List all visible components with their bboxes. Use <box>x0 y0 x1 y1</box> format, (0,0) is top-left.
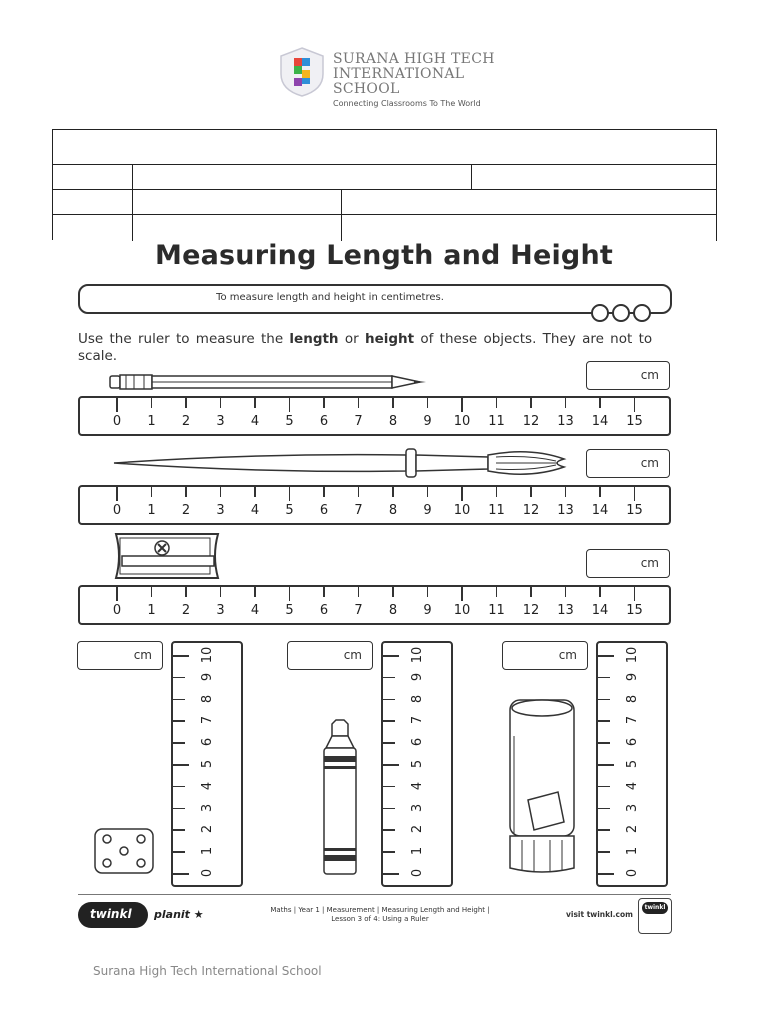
ruler-tick <box>323 398 325 408</box>
ruler-tick-label: 4 <box>250 603 260 618</box>
ruler-tick-label: 15 <box>626 503 643 518</box>
ruler-tick <box>220 487 222 497</box>
ruler-tick-label: 4 <box>200 781 215 790</box>
ruler-tick-label: 10 <box>625 646 640 664</box>
ruler-tick <box>185 398 187 408</box>
ruler-tick <box>323 487 325 497</box>
paintbrush-icon <box>110 445 570 481</box>
dice-icon <box>93 827 155 875</box>
sharpener-icon <box>114 532 220 580</box>
ruler-tick-label: 3 <box>216 503 225 518</box>
ruler-tick-label: 13 <box>557 603 574 618</box>
ruler-tick <box>220 398 222 408</box>
ruler-tick <box>392 487 394 497</box>
ruler-tick-label: 14 <box>591 503 609 518</box>
ruler-tick-label: 8 <box>625 694 640 703</box>
ruler-tick <box>173 699 185 701</box>
ruler-tick <box>427 398 429 408</box>
link-circles-icon <box>588 303 658 323</box>
ruler-tick-label: 2 <box>181 503 191 518</box>
objective-text: To measure length and height in centimetres. <box>216 292 444 303</box>
ruler-tick <box>173 873 189 875</box>
ruler-tick-label: 11 <box>488 414 505 429</box>
ruler-tick-label: 1 <box>147 414 156 429</box>
ruler-tick-label: 8 <box>410 694 425 703</box>
ruler-tick-label: 5 <box>285 503 294 518</box>
ruler-tick-label: 15 <box>626 414 643 429</box>
document-footer: Surana High Tech International School <box>93 964 322 978</box>
visit-link[interactable]: visit twinkl.com <box>566 910 633 919</box>
ruler-tick-label: 7 <box>354 603 363 618</box>
ruler-tick-label: 7 <box>354 503 363 518</box>
ruler-tick <box>289 587 291 601</box>
ruler-tick-label: 5 <box>625 759 640 769</box>
ruler-tick <box>383 655 399 657</box>
ruler-tick <box>634 398 636 412</box>
ruler-tick-label: 0 <box>112 503 122 518</box>
ruler-tick <box>598 764 614 766</box>
vertical-ruler-ticks-3 <box>596 641 668 887</box>
ruler-tick <box>530 487 532 497</box>
ruler-tick-label: 3 <box>216 414 225 429</box>
ruler-tick-label: 1 <box>410 847 425 856</box>
ruler-tick-label: 2 <box>410 825 425 834</box>
ruler-tick <box>254 398 256 408</box>
ruler-tick-label: 5 <box>200 759 215 769</box>
ruler-tick <box>598 699 610 701</box>
ruler-tick <box>598 808 610 810</box>
ruler-tick <box>383 851 395 853</box>
footer-lesson-info: Maths | Year 1 | Measurement | Measuring Length and Height | Lesson 3 of 4: Using a Ruler <box>270 906 490 923</box>
ruler-tick-label: 8 <box>388 603 398 618</box>
ruler-tick-label: 0 <box>200 868 215 878</box>
ruler-tick-label: 12 <box>522 503 540 518</box>
ruler-tick-label: 12 <box>522 603 540 618</box>
pencil-answer-box[interactable]: cm <box>586 361 670 390</box>
sharpener-answer-box[interactable]: cm <box>586 549 670 578</box>
ruler-tick-label: 10 <box>453 503 471 518</box>
ruler-tick <box>383 677 395 679</box>
ruler-tick <box>461 398 463 412</box>
ruler-tick <box>173 655 189 657</box>
ruler-tick <box>173 764 189 766</box>
ruler-tick <box>427 587 429 597</box>
ruler-tick <box>598 873 614 875</box>
ruler-tick <box>565 487 567 497</box>
ruler-tick <box>599 487 601 497</box>
ruler-tick-label: 10 <box>453 414 471 429</box>
ruler-tick <box>599 587 601 597</box>
ruler-tick <box>461 587 463 601</box>
ruler-tick-label: 9 <box>200 672 215 681</box>
ruler-tick-label: 14 <box>591 414 609 429</box>
ruler-tick-label: 11 <box>488 603 505 618</box>
ruler-tick-label: 0 <box>625 868 640 878</box>
ruler-tick-label: 0 <box>112 603 122 618</box>
instructions: Use the ruler to measure the length or height of these objects. They are not to scale. <box>78 331 653 364</box>
paintbrush-answer-box[interactable]: cm <box>586 449 670 478</box>
glue-stick-icon <box>504 696 580 876</box>
ruler-tick <box>289 487 291 501</box>
ruler-tick <box>173 829 185 831</box>
ruler-tick-label: 2 <box>181 414 191 429</box>
ruler-tick <box>392 587 394 597</box>
ruler-tick <box>598 655 614 657</box>
ruler-tick <box>173 720 185 722</box>
ruler-tick <box>598 677 610 679</box>
ruler-tick <box>496 487 498 497</box>
ruler-tick <box>392 398 394 408</box>
ruler-tick <box>530 398 532 408</box>
planit-logo: planit ★ <box>154 908 204 921</box>
ruler-tick <box>151 487 153 497</box>
ruler-tick-label: 7 <box>625 716 640 725</box>
ruler-tick-label: 8 <box>388 414 398 429</box>
ruler-tick-label: 1 <box>147 603 156 618</box>
ruler-tick-label: 13 <box>557 414 574 429</box>
ruler-tick <box>116 487 118 501</box>
ruler-tick <box>289 398 291 412</box>
ruler-tick-label: 5 <box>285 414 294 429</box>
ruler-tick <box>530 587 532 597</box>
ruler-tick-label: 15 <box>626 603 643 618</box>
ruler-tick-label: 2 <box>625 825 640 834</box>
ruler-tick-label: 9 <box>410 672 425 681</box>
ruler-tick <box>598 786 610 788</box>
crayon-answer-box[interactable]: cm <box>287 641 373 670</box>
star-icon: ★ <box>193 908 204 921</box>
ruler-ticks-1 <box>78 396 671 436</box>
ruler-tick <box>358 398 360 408</box>
ruler-tick-label: 3 <box>410 803 425 812</box>
ruler-tick <box>323 587 325 597</box>
ruler-tick-label: 10 <box>453 603 471 618</box>
ruler-tick <box>461 487 463 501</box>
ruler-tick-label: 9 <box>625 672 640 681</box>
ruler-tick <box>151 398 153 408</box>
school-logo-icon <box>279 46 325 98</box>
ruler-tick-label: 7 <box>200 716 215 725</box>
ruler-tick <box>634 587 636 601</box>
ruler-tick-label: 8 <box>200 694 215 703</box>
ruler-tick-label: 6 <box>410 738 425 747</box>
ruler-tick <box>173 851 185 853</box>
ruler-tick-label: 3 <box>200 803 215 812</box>
ruler-tick-label: 3 <box>625 803 640 812</box>
ruler-tick <box>358 487 360 497</box>
ruler-tick <box>598 851 610 853</box>
ruler-tick <box>185 587 187 597</box>
quality-badge-icon: twinkl <box>638 898 672 934</box>
pencil-icon <box>108 372 430 392</box>
ruler-tick <box>565 587 567 597</box>
ruler-tick <box>116 587 118 601</box>
ruler-tick-label: 10 <box>410 646 425 664</box>
ruler-tick-label: 1 <box>625 847 640 856</box>
school-name: SURANA HIGH TECH INTERNATIONAL SCHOOL <box>333 51 495 97</box>
ruler-tick-label: 5 <box>410 759 425 769</box>
ruler-tick-label: 10 <box>200 646 215 664</box>
ruler-tick-label: 1 <box>147 503 156 518</box>
ruler-tick-label: 6 <box>319 603 329 618</box>
ruler-ticks-3 <box>78 585 671 625</box>
ruler-tick-label: 1 <box>200 847 215 856</box>
ruler-tick-label: 6 <box>319 503 329 518</box>
ruler-tick-label: 6 <box>200 738 215 747</box>
ruler-tick-label: 9 <box>423 414 432 429</box>
ruler-tick-label: 7 <box>410 716 425 725</box>
twinkl-logo: twinkl <box>78 902 148 928</box>
ruler-tick <box>254 487 256 497</box>
ruler-tick <box>427 487 429 497</box>
ruler-tick <box>383 873 399 875</box>
ruler-tick-label: 6 <box>625 738 640 747</box>
ruler-tick <box>383 829 395 831</box>
ruler-ticks-2 <box>78 485 671 525</box>
glue-stick-answer-box[interactable]: cm <box>502 641 588 670</box>
ruler-tick <box>220 587 222 597</box>
student-info-table <box>52 129 717 241</box>
ruler-tick <box>185 487 187 497</box>
ruler-tick-label: 0 <box>410 868 425 878</box>
ruler-tick-label: 7 <box>354 414 363 429</box>
ruler-tick <box>598 829 610 831</box>
crayon-icon <box>318 718 362 876</box>
ruler-tick-label: 11 <box>488 503 505 518</box>
ruler-tick <box>151 587 153 597</box>
ruler-tick-label: 4 <box>250 414 260 429</box>
dice-answer-box[interactable]: cm <box>77 641 163 670</box>
ruler-tick <box>358 587 360 597</box>
ruler-tick <box>254 587 256 597</box>
ruler-tick-label: 12 <box>522 414 540 429</box>
ruler-tick-label: 0 <box>112 414 122 429</box>
ruler-tick <box>383 742 395 744</box>
ruler-tick-label: 4 <box>625 781 640 790</box>
ruler-tick-label: 13 <box>557 503 574 518</box>
school-tagline: Connecting Classrooms To The World <box>333 99 481 108</box>
ruler-tick <box>565 398 567 408</box>
ruler-tick <box>173 808 185 810</box>
vertical-ruler-ticks-2 <box>381 641 453 887</box>
ruler-tick <box>173 677 185 679</box>
footer-divider <box>78 894 671 895</box>
ruler-tick-label: 8 <box>388 503 398 518</box>
ruler-tick <box>496 398 498 408</box>
ruler-tick-label: 9 <box>423 503 432 518</box>
ruler-tick <box>598 742 610 744</box>
ruler-tick <box>383 699 395 701</box>
ruler-tick <box>173 786 185 788</box>
ruler-tick-label: 3 <box>216 603 225 618</box>
ruler-tick <box>383 786 395 788</box>
vertical-ruler-ticks-1 <box>171 641 243 887</box>
ruler-tick <box>598 720 610 722</box>
ruler-tick <box>383 764 399 766</box>
ruler-tick <box>599 398 601 408</box>
ruler-tick-label: 2 <box>200 825 215 834</box>
ruler-tick <box>116 398 118 412</box>
ruler-tick <box>383 808 395 810</box>
ruler-tick-label: 14 <box>591 603 609 618</box>
ruler-tick-label: 5 <box>285 603 294 618</box>
worksheet-title: Measuring Length and Height <box>155 240 613 271</box>
ruler-tick-label: 6 <box>319 414 329 429</box>
ruler-tick <box>496 587 498 597</box>
ruler-tick-label: 4 <box>250 503 260 518</box>
ruler-tick-label: 4 <box>410 781 425 790</box>
ruler-tick <box>173 742 185 744</box>
ruler-tick <box>634 487 636 501</box>
ruler-tick-label: 2 <box>181 603 191 618</box>
ruler-tick <box>383 720 395 722</box>
ruler-tick-label: 9 <box>423 603 432 618</box>
